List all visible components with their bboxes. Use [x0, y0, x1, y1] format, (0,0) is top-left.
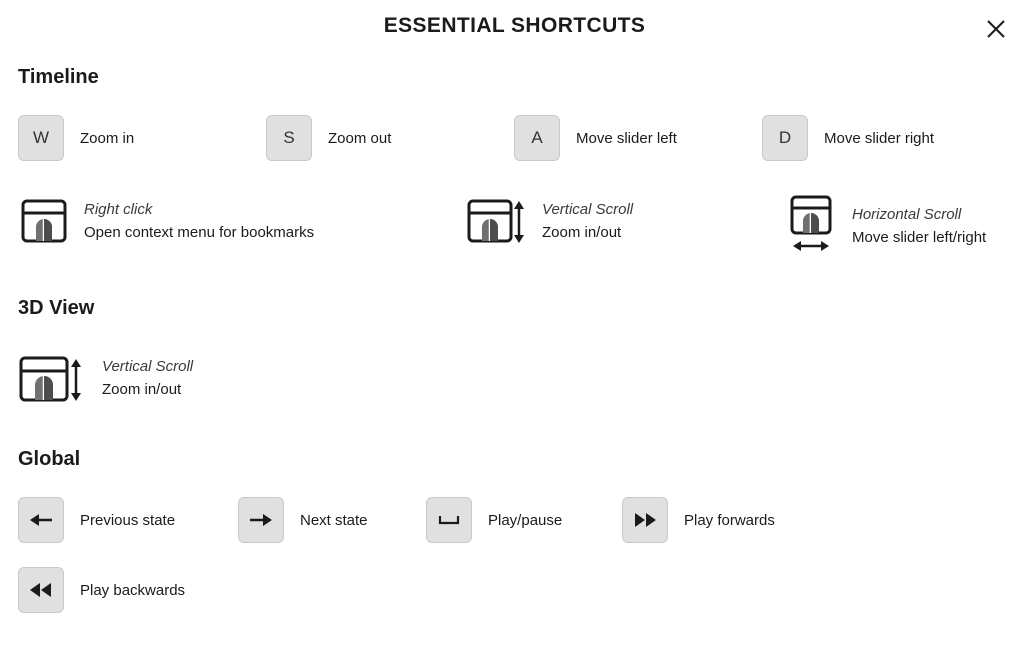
- shortcut-action-vertical-scroll-3d: Vertical Scroll: [102, 357, 194, 375]
- arrow-right-icon[interactable]: [238, 497, 284, 543]
- shortcut-play-pause[interactable]: [426, 497, 622, 543]
- shortcut-desc-right-click: Open context menu for bookmarks: [84, 224, 315, 241]
- shortcut-move-slider-right[interactable]: [762, 115, 934, 161]
- shortcut-text-vertical-scroll-timeline: [542, 198, 633, 245]
- shortcut-desc-horizontal-scroll-timeline: Move slider left/right: [852, 229, 987, 246]
- section-timeline: [0, 66, 1029, 263]
- shortcut-zoom-out[interactable]: [266, 115, 514, 161]
- shortcut-zoom-in[interactable]: [18, 115, 266, 161]
- keycap-d[interactable]: D: [762, 115, 808, 161]
- shortcut-label-previous-state: Previous state: [80, 511, 176, 529]
- shortcut-play-backwards[interactable]: [18, 567, 185, 613]
- shortcut-label-zoom-in: Zoom in: [80, 129, 135, 147]
- shortcut-horizontal-scroll-timeline[interactable]: [786, 193, 986, 259]
- shortcut-move-slider-left[interactable]: [514, 115, 762, 161]
- mouse-vertical-scroll-icon: [18, 350, 88, 406]
- shortcut-previous-state[interactable]: [18, 497, 238, 543]
- section-3d-view: [0, 297, 1029, 410]
- shortcut-action-right-click: Right click: [84, 200, 153, 218]
- shortcut-text-horizontal-scroll-timeline: [852, 203, 986, 250]
- rewind-icon[interactable]: [18, 567, 64, 613]
- shortcut-vertical-scroll-3d[interactable]: [18, 350, 193, 406]
- page-title: ESSENTIAL SHORTCUTS: [383, 14, 646, 37]
- shortcut-right-click[interactable]: [18, 193, 466, 249]
- fast-forward-icon[interactable]: [622, 497, 668, 543]
- arrow-left-icon[interactable]: [18, 497, 64, 543]
- section-global: [0, 448, 1029, 617]
- global-key-row-2: [0, 567, 1029, 613]
- shortcut-label-play-forwards: Play forwards: [684, 511, 775, 529]
- view3d-mouse-row: [0, 350, 1029, 406]
- shortcut-vertical-scroll-timeline[interactable]: [466, 193, 786, 249]
- shortcut-label-next-state: Next state: [300, 511, 368, 529]
- shortcut-next-state[interactable]: [238, 497, 426, 543]
- mouse-vertical-scroll-icon: [466, 193, 528, 249]
- shortcut-label-play-backwards: Play backwards: [80, 581, 186, 599]
- shortcut-desc-vertical-scroll-3d: Zoom in/out: [102, 381, 182, 398]
- mouse-right-click-icon: [18, 193, 70, 249]
- timeline-mouse-row: [0, 193, 1029, 259]
- section-title-3d-view: 3D View: [18, 297, 95, 319]
- section-title-timeline: Timeline: [18, 66, 99, 88]
- shortcut-action-horizontal-scroll-timeline: Horizontal Scroll: [852, 205, 962, 223]
- dialog-header: [0, 0, 1029, 56]
- mouse-horizontal-scroll-icon: [786, 193, 838, 259]
- section-title-global: Global: [18, 448, 81, 470]
- keycap-s[interactable]: S: [266, 115, 312, 161]
- keycap-w[interactable]: W: [18, 115, 64, 161]
- shortcut-label-move-slider-left: Move slider left: [576, 129, 677, 147]
- close-icon[interactable]: [981, 14, 1011, 44]
- shortcut-label-play-pause: Play/pause: [488, 511, 563, 529]
- shortcut-play-forwards[interactable]: [622, 497, 775, 543]
- timeline-key-row: [0, 115, 1029, 161]
- shortcut-label-zoom-out: Zoom out: [328, 129, 392, 147]
- global-key-row-1: [0, 497, 1029, 543]
- shortcut-desc-vertical-scroll-timeline: Zoom in/out: [542, 224, 622, 241]
- keycap-a[interactable]: A: [514, 115, 560, 161]
- shortcut-text-vertical-scroll-3d: [102, 355, 193, 402]
- spacebar-icon[interactable]: [426, 497, 472, 543]
- shortcut-label-move-slider-right: Move slider right: [824, 129, 935, 147]
- shortcut-text-right-click: [84, 198, 314, 245]
- shortcut-action-vertical-scroll-timeline: Vertical Scroll: [542, 200, 634, 218]
